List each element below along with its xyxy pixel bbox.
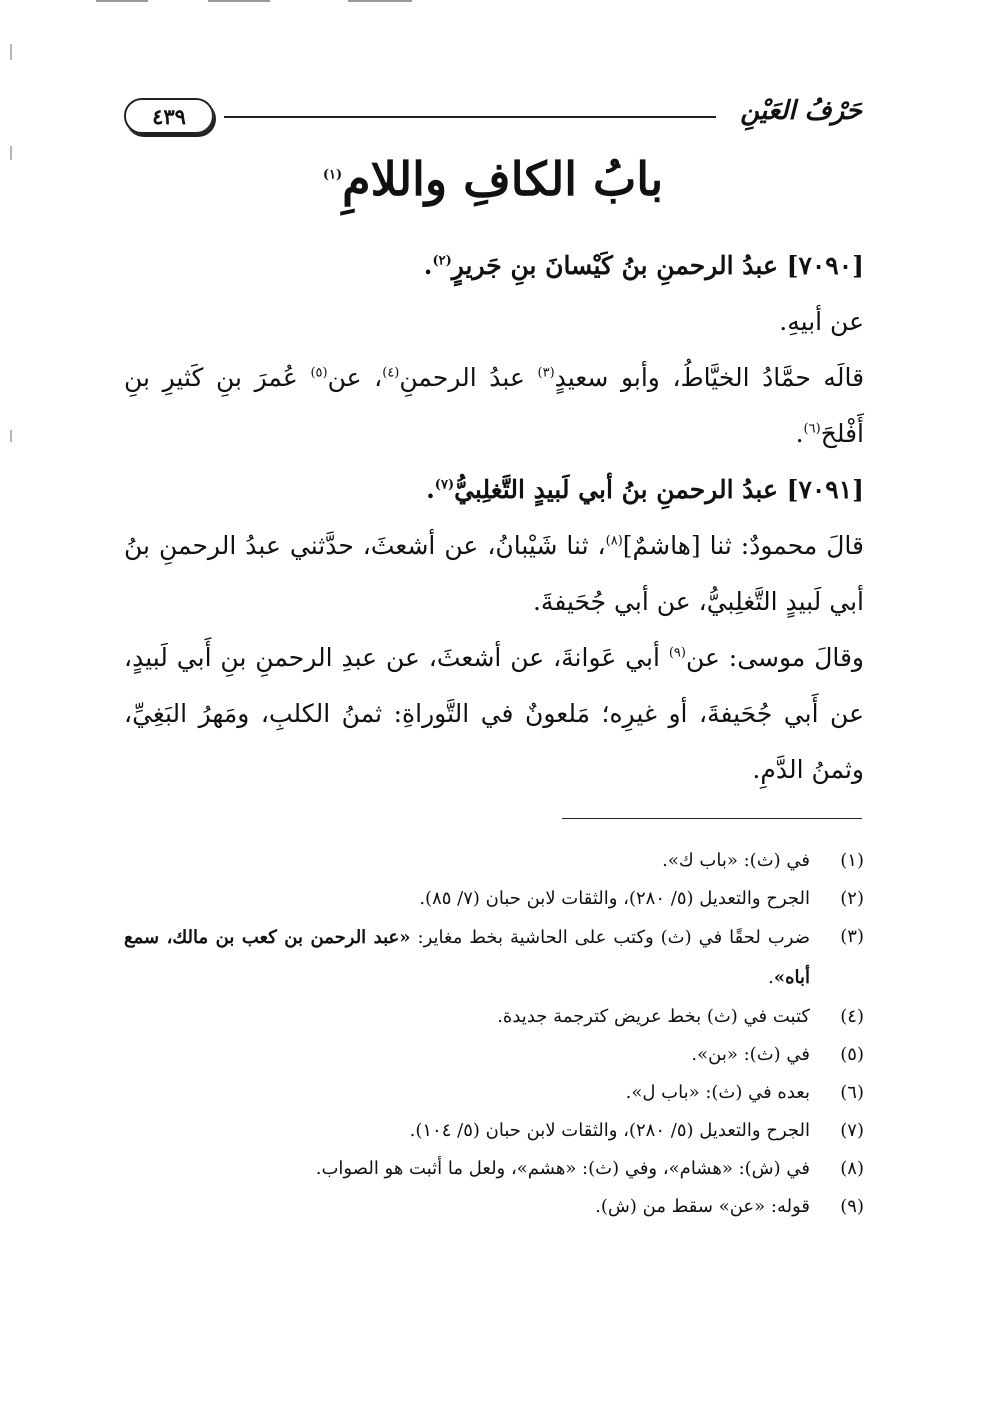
footnote-text [124,918,810,998]
footnote-number: (٤) [840,1006,864,1027]
footnote-ref: (٨) [605,533,623,549]
footnote-number: (٦) [840,1082,864,1103]
footnote-ref: (٤) [382,365,400,381]
footnote-text: في (ث): «بن». [691,1044,810,1065]
entry-end: . [426,475,435,504]
footnote [124,1150,864,1188]
footnote-text: بعده في (ث): «باب ل». [625,1082,810,1103]
footnote-number: (٧) [840,1120,864,1141]
entry-name: عبدُ الرحمنِ بنُ أبي لَبيدٍ التَّغلِبيُّ [454,475,778,504]
footnote-text: قوله: «عن» سقط من (ش). [595,1196,810,1217]
footnote-number: (٨) [840,1158,864,1179]
footnote-ref: (٢) [432,253,452,269]
chapter-title [124,152,862,206]
footnote-ref: (٩) [668,645,686,661]
footnote [124,1112,864,1150]
scan-mark [96,0,148,2]
scan-mark [348,0,412,2]
footnote-text: في (ث): «باب ك». [662,850,810,871]
text-run: ، ثنا شَيْبانُ، عن أشعثَ، حدَّثني عبدُ الرحمنِ بنُ أبي لَبيدٍ التَّغلِبيُّ، عن أبي جُحَيفةَ. [124,531,864,616]
footnote-number: (٥) [840,1044,864,1065]
footnote-text: الجرح والتعديل (٥/ ٢٨٠)، والثقات لابن حبان (٥/ ١٠٤). [409,1120,810,1141]
footnote-number: (٢) [840,888,864,909]
page-number-badge [124,98,214,134]
entry-number: [٧٠٩٠] [786,251,864,280]
footnote [124,842,864,880]
paragraph [124,350,864,462]
entry-heading [124,238,864,294]
text-run: ضرب لحقًا في (ث) وكتب على الحاشية بخط مغاير: [410,927,810,948]
chapter-title-text: بابُ الكافِ واللامِ [342,152,664,206]
footnote-ref: (٥) [310,365,328,381]
text-run: . [768,967,774,988]
footnote [124,1188,864,1226]
paragraph [124,518,864,630]
footnote-ref: (٣) [537,365,555,381]
text-run: وقالَ موسى: عن [685,643,864,672]
text-run: . [795,419,804,448]
scan-mark [10,44,12,60]
paragraph: عن أبيهِ. [779,307,864,336]
header-rule [224,116,716,118]
paragraph [124,630,864,798]
text-run-bold: «عبد الرحمن بن كعب بن مالك، سمع أباه» [124,927,810,988]
text-run: قالَ محمودٌ: ثنا [هاشمٌ] [622,531,864,560]
footnote-number: (٣) [840,926,864,947]
footnote-ref: (٦) [803,421,821,437]
scan-mark [208,0,270,2]
footnote-number: (٩) [840,1196,864,1217]
text-run: قالَه حمَّادُ الخيَّاطُ، وأبو سعيدٍ [554,363,865,392]
main-text [124,238,864,798]
text-run: ، عن [327,363,383,392]
footnotes [124,842,864,1226]
footnote-separator [562,818,862,819]
text-run: عبدُ الرحمنِ [399,363,538,392]
footnote-text: كتبت في (ث) بخط عريض كترجمة جديدة. [497,1006,810,1027]
footnote [124,998,864,1036]
scan-mark [10,146,12,160]
text-run: أبي عَوانةَ، عن أشعثَ، عن عبدِ الرحمنِ بنِ أَبي لَبيدٍ، عن أَبي جُحَيفةَ، أو غيرِه؛ مَلعونٌ في التَّوراةِ: ثمنُ الكلبِ، ومَهرُ البَغِيِّ، وثمنُ الدَّمِ. [124,643,864,784]
footnote-text: الجرح والتعديل (٥/ ٢٨٠)، والثقات لابن حبان (٧/ ٨٥). [419,888,810,909]
scan-mark [10,430,12,442]
running-header [124,96,862,142]
footnote-ref: (١) [322,167,343,183]
footnote [124,1036,864,1074]
text-run: عُمرَ بنِ كَثيرِ بنِ أَفْلحَ [124,363,864,448]
entry-end: . [423,251,433,280]
footnote-ref: (٧) [434,477,455,493]
entry-number: [٧٠٩١] [786,475,864,504]
footnote-number: (١) [840,850,864,871]
section-title: حَرْفُ العَيْنِ [740,96,862,126]
footnote [124,918,864,998]
footnote [124,880,864,918]
page-number: ٤٣٩ [152,103,186,129]
entry-name: عبدُ الرحمنِ بنُ كَيْسانَ بنِ جَريرٍ [451,251,778,280]
footnote [124,1074,864,1112]
entry-heading [124,462,864,518]
footnote-text: في (ش): «هشام»، وفي (ث): «هشم»، ولعل ما أثبت هو الصواب. [315,1158,810,1179]
